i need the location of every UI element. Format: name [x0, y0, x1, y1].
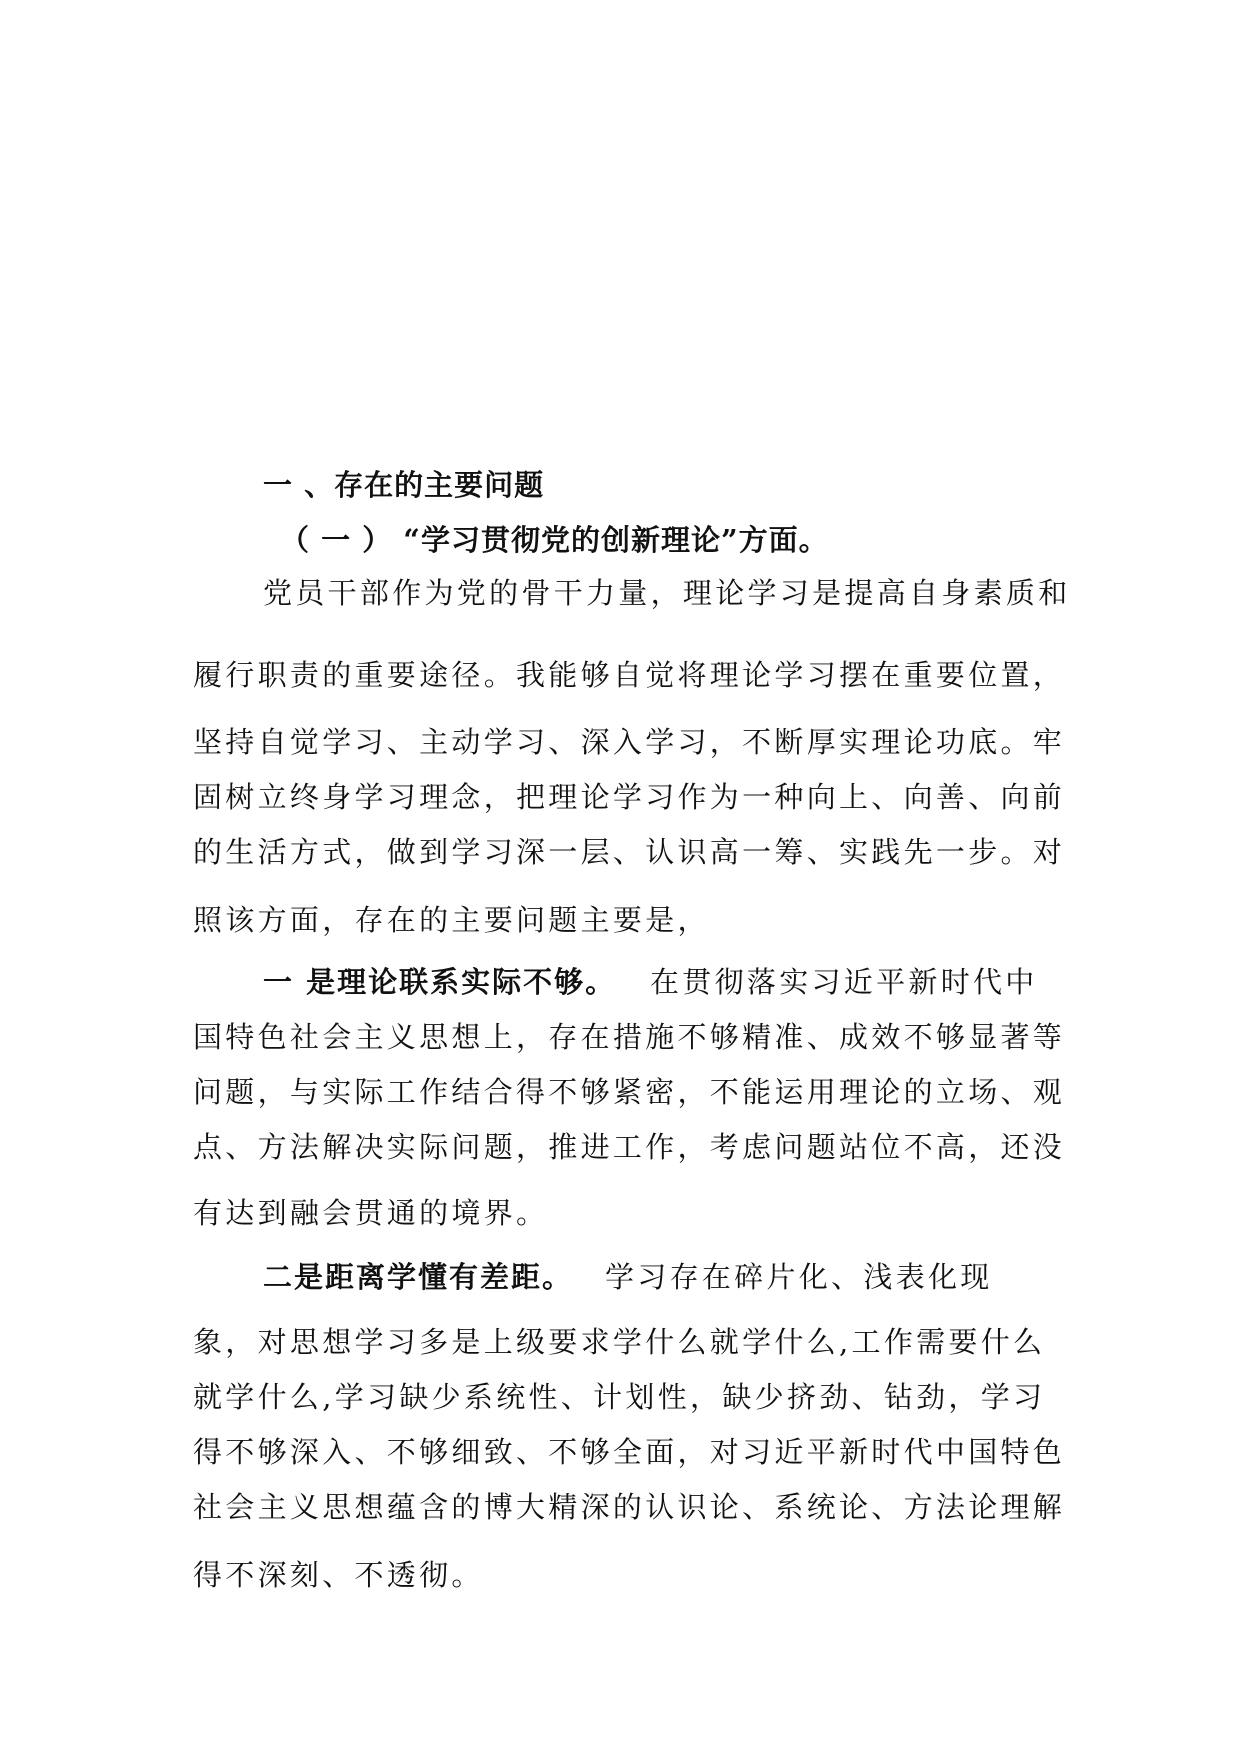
intro-line-5: 的生活方式，做到学习深一层、认识高一筹、实践先一步。对 — [193, 835, 1066, 869]
point-1-line-3: 问题，与实际工作结合得不够紧密，不能运用理论的立场、观 — [193, 1075, 1066, 1109]
point-1-line-5: 有达到融会贯通的境界。 — [193, 1196, 549, 1230]
point-1-lead: 一 是理论联系实际不够。 — [263, 965, 617, 999]
point-1-line-1-rest: 在贯彻落实习近平新时代中 — [650, 965, 1038, 999]
point-2-line-4: 得不够深入、不够细致、不够全面，对习近平新时代中国特色 — [193, 1435, 1066, 1469]
point-2-line-1-rest: 学习存在碎片化、浅表化现 — [605, 1260, 993, 1294]
intro-line-2: 履行职责的重要途径。我能够自觉将理论学习摆在重要位置， — [193, 658, 1066, 692]
point-2-line-2: 象，对思想学习多是上级要求学什么就学什么,工作需要什么 — [193, 1325, 1046, 1359]
point-1-line-2: 国特色社会主义思想上，存在措施不够精准、成效不够显著等 — [193, 1020, 1066, 1054]
point-2-lead: 二是距离学懂有差距。 — [263, 1260, 574, 1294]
intro-line-6: 照该方面，存在的主要问题主要是， — [193, 903, 710, 937]
subsection-heading: （ 一 ） “学习贯彻党的创新理论”方面。 — [280, 523, 829, 557]
intro-line-3: 坚持自觉学习、主动学习、深入学习，不断厚实理论功底。牢 — [193, 725, 1066, 759]
intro-line-1: 党员干部作为党的骨干力量，理论学习是提高自身素质和 — [263, 576, 1071, 610]
point-2-line-3: 就学什么,学习缺少系统性、计划性，缺少挤劲、钻劲，学习 — [193, 1380, 1046, 1414]
point-1-line-4: 点、方法解决实际问题，推进工作，考虑问题站位不高，还没 — [193, 1130, 1066, 1164]
section-heading: 一 、存在的主要问题 — [263, 468, 545, 502]
point-2-line-6: 得不深刻、不透彻。 — [193, 1558, 484, 1592]
intro-line-4: 固树立终身学习理念，把理论学习作为一种向上、向善、向前 — [193, 780, 1066, 814]
point-2-line-5: 社会主义思想蕴含的博大精深的认识论、系统论、方法论理解 — [193, 1490, 1066, 1524]
